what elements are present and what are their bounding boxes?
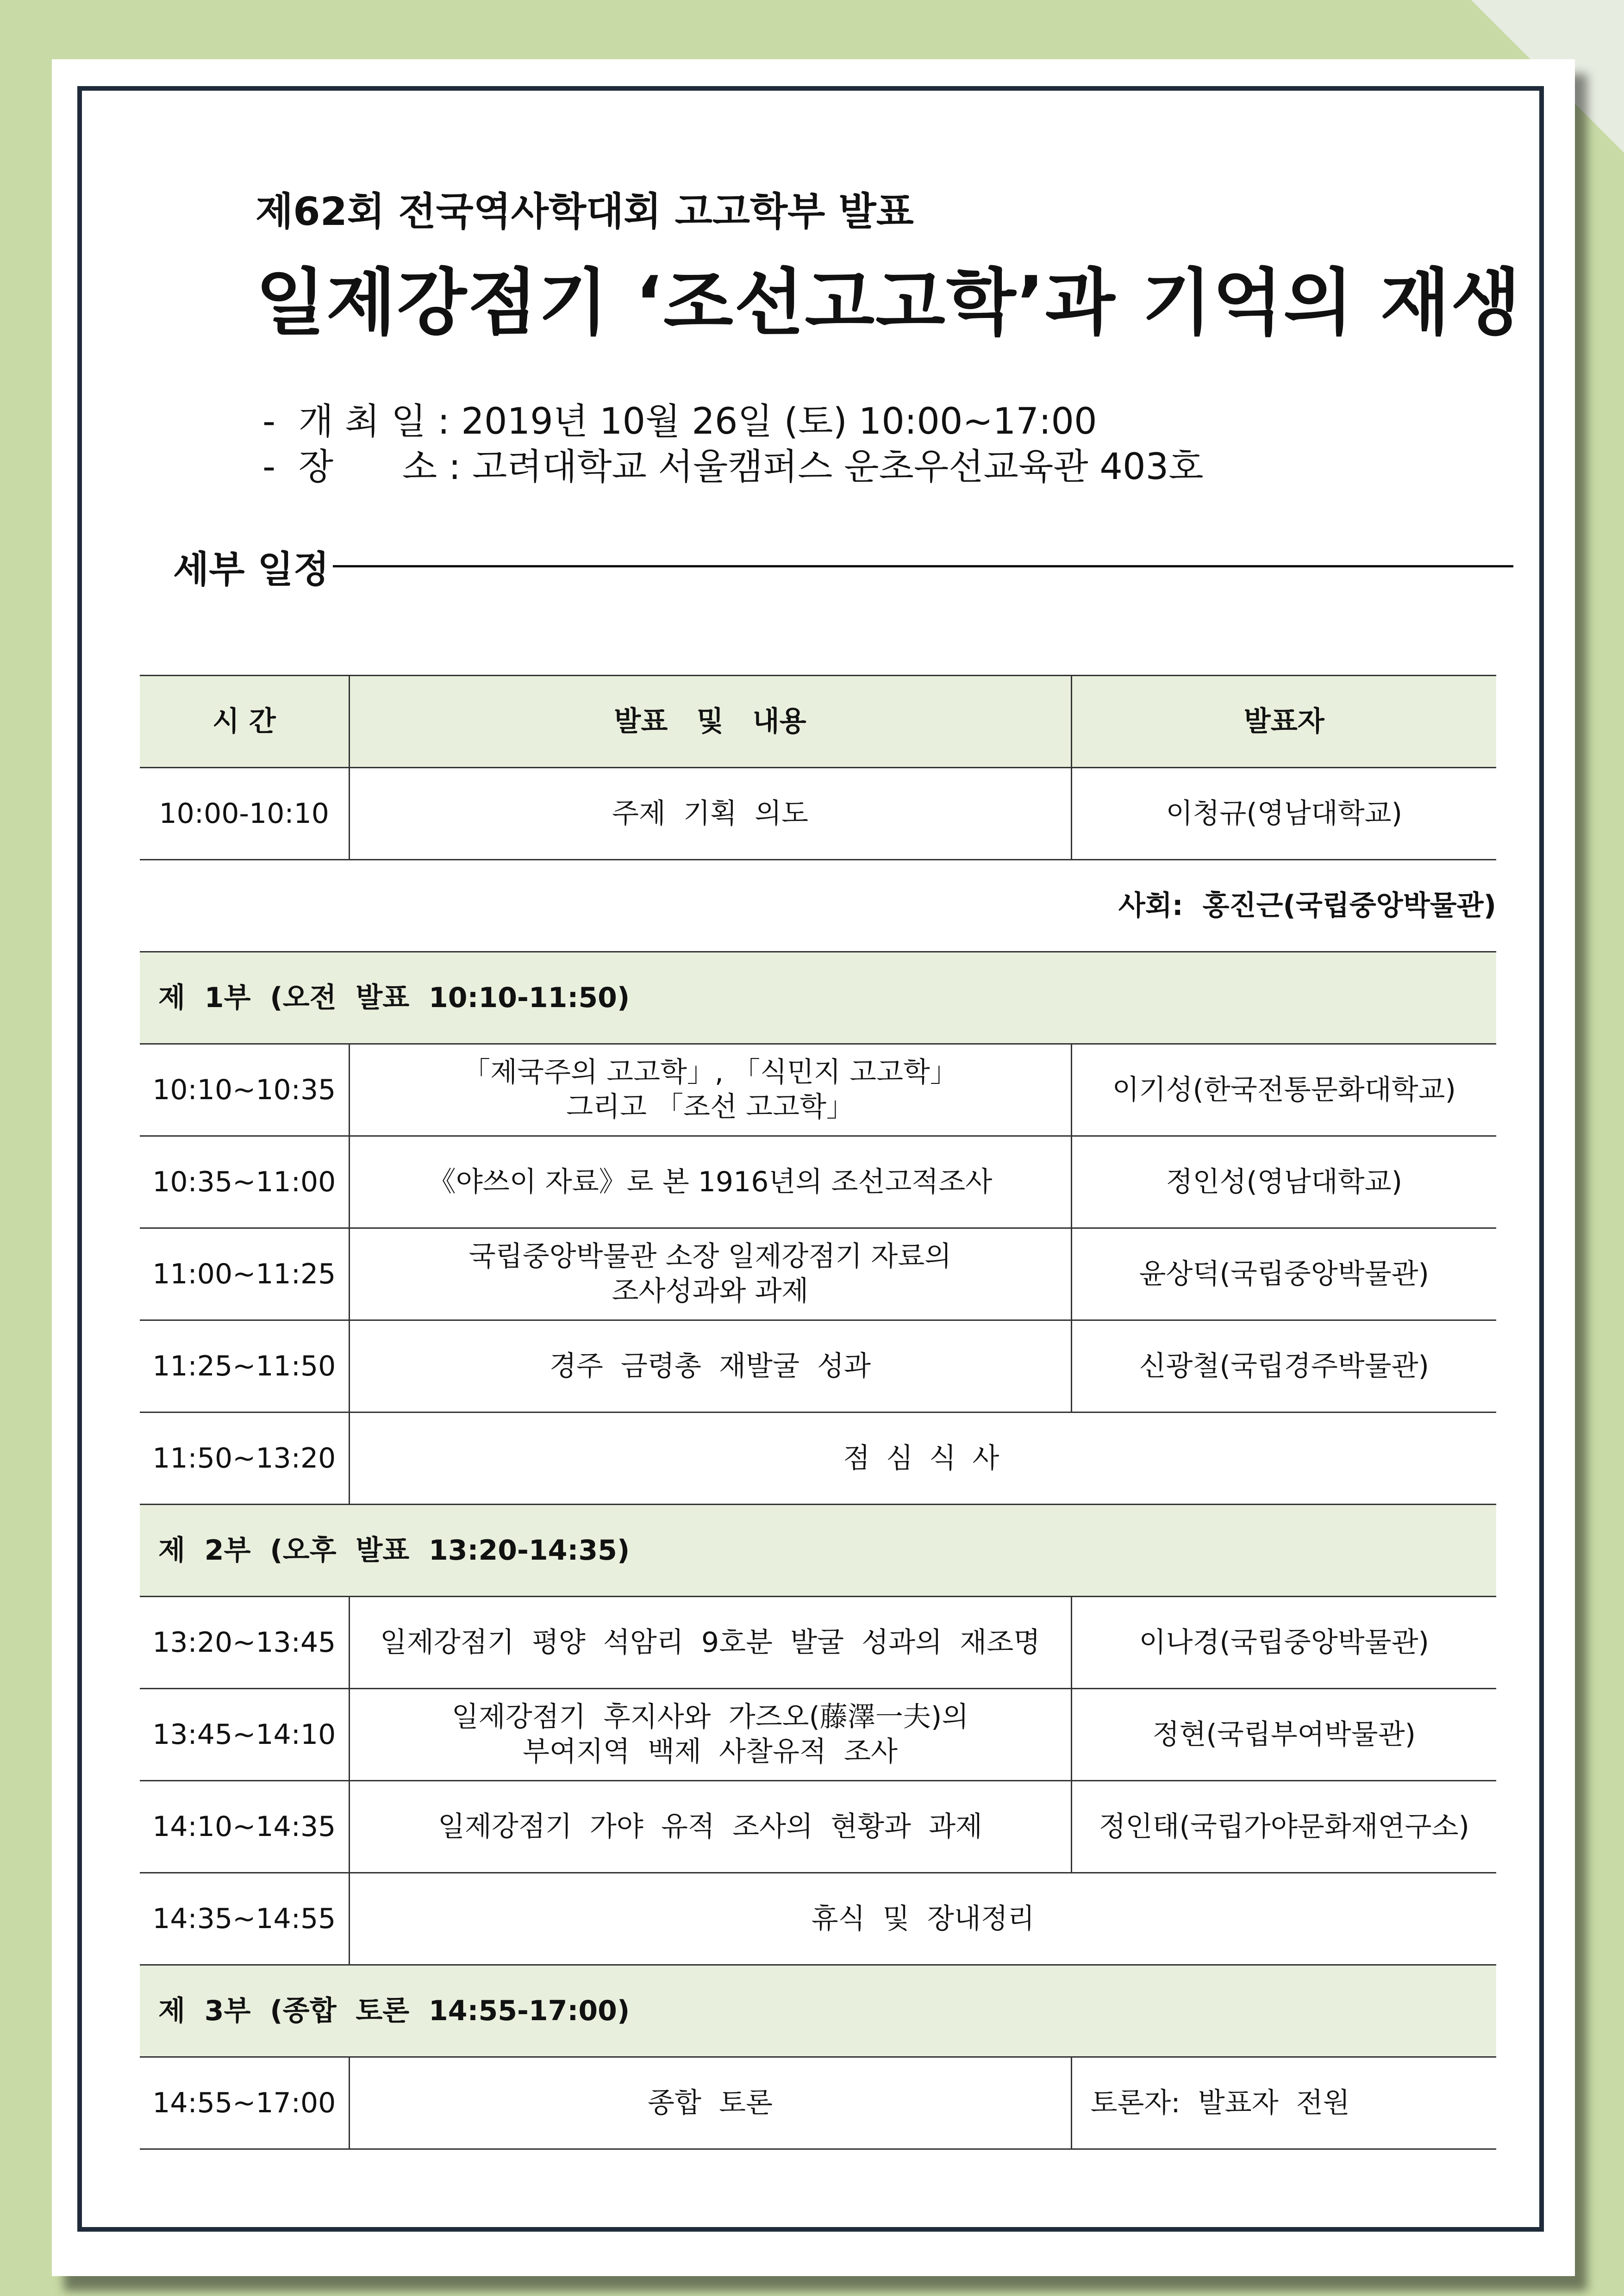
part-header-row [140,1505,1496,1597]
row-time: 10:35~11:00 [140,1136,349,1228]
event-venue: - 장 소 : 고려대학교 서울캠퍼스 운초우선교육관 403호 [262,446,1204,488]
table-row [140,1320,1496,1412]
moderator-row [140,860,1496,952]
row-content-line: 국립중앙박물관 소장 일제강점기 자료의 [468,1240,952,1273]
event-date: - 개 최 일 : 2019년 10월 26일 (토) 10:00~17:00 [262,401,1097,442]
row-content [349,1689,1071,1781]
moderator-text: 사회: 홍진근(국립중앙박물관) [140,860,1496,952]
row-presenter: 정인태(국립가야문화재연구소) [1071,1781,1496,1873]
break-label: 점 심 식 사 [349,1412,1496,1505]
row-time: 11:25~11:50 [140,1320,349,1412]
col-header-time: 시 간 [140,676,349,768]
table-row [140,1689,1496,1781]
table-row [140,2057,1496,2149]
event-subtitle: 제62회 전국역사학대회 고고학부 발표 [256,189,914,234]
row-time: 11:00~11:25 [140,1228,349,1320]
row-content-line: 조사성과와 과제 [612,1275,809,1307]
row-time: 10:00-10:10 [140,768,349,860]
row-content: 주제 기획 의도 [349,768,1071,860]
row-presenter: 신광철(국립경주박물관) [1071,1320,1496,1412]
section-rule [333,565,1513,567]
row-content: 경주 금령총 재발굴 성과 [349,1320,1071,1412]
break-row [140,1873,1496,1965]
event-title: 일제강점기 ‘조선고고학’과 기억의 재생 [256,261,1522,345]
table-row [140,768,1496,860]
row-content [349,1228,1071,1320]
row-content [349,1044,1071,1136]
row-content: 일제강점기 가야 유적 조사의 현황과 과제 [349,1781,1071,1873]
break-row [140,1412,1496,1505]
section-heading [173,538,1513,594]
row-content: 《야쓰이 자료》로 본 1916년의 조선고적조사 [349,1136,1071,1228]
row-content: 일제강점기 평양 석암리 9호분 발굴 성과의 재조명 [349,1597,1071,1689]
col-header-content: 발표 및 내용 [349,676,1071,768]
table-row [140,1136,1496,1228]
row-time: 10:10~10:35 [140,1044,349,1136]
row-time: 11:50~13:20 [140,1412,349,1505]
row-presenter: 윤상덕(국립중앙박물관) [1071,1228,1496,1320]
row-presenter: 정인성(영남대학교) [1071,1136,1496,1228]
document-page [52,59,1575,2276]
table-row [140,1781,1496,1873]
row-presenter: 토론자: 발표자 전원 [1071,2057,1496,2149]
section-title: 세부 일정 [173,548,329,591]
row-time: 14:55~17:00 [140,2057,349,2149]
break-label: 휴식 및 장내정리 [349,1873,1496,1965]
table-row [140,1228,1496,1320]
row-presenter: 이청규(영남대학교) [1071,768,1496,860]
table-row [140,1044,1496,1136]
table-row [140,1597,1496,1689]
row-time: 14:10~14:35 [140,1781,349,1873]
row-time: 13:20~13:45 [140,1597,349,1689]
row-content-line: 부여지역 백제 사찰유적 조사 [523,1736,898,1768]
table-header-row [140,676,1496,768]
row-presenter: 이나경(국립중앙박물관) [1071,1597,1496,1689]
row-time: 13:45~14:10 [140,1689,349,1781]
row-presenter: 정현(국립부여박물관) [1071,1689,1496,1781]
row-content-line: 일제강점기 후지사와 가즈오(藤澤一夫)의 [451,1701,969,1733]
row-presenter: 이기성(한국전통문화대학교) [1071,1044,1496,1136]
row-content-line: 그리고 「조선 고고학」 [566,1091,854,1123]
row-content-line: 「제국주의 고고학」, 「식민지 고고학」 [462,1056,958,1089]
col-header-presenter: 발표자 [1071,676,1496,768]
part-title: 제 2부 (오후 발표 13:20-14:35) [140,1505,1496,1597]
schedule-table [140,675,1496,2150]
part-header-row [140,952,1496,1044]
part-title: 제 1부 (오전 발표 10:10-11:50) [140,952,1496,1044]
row-time: 14:35~14:55 [140,1873,349,1965]
part-title: 제 3부 (종합 토론 14:55-17:00) [140,1965,1496,2057]
row-content: 종합 토론 [349,2057,1071,2149]
part-header-row [140,1965,1496,2057]
